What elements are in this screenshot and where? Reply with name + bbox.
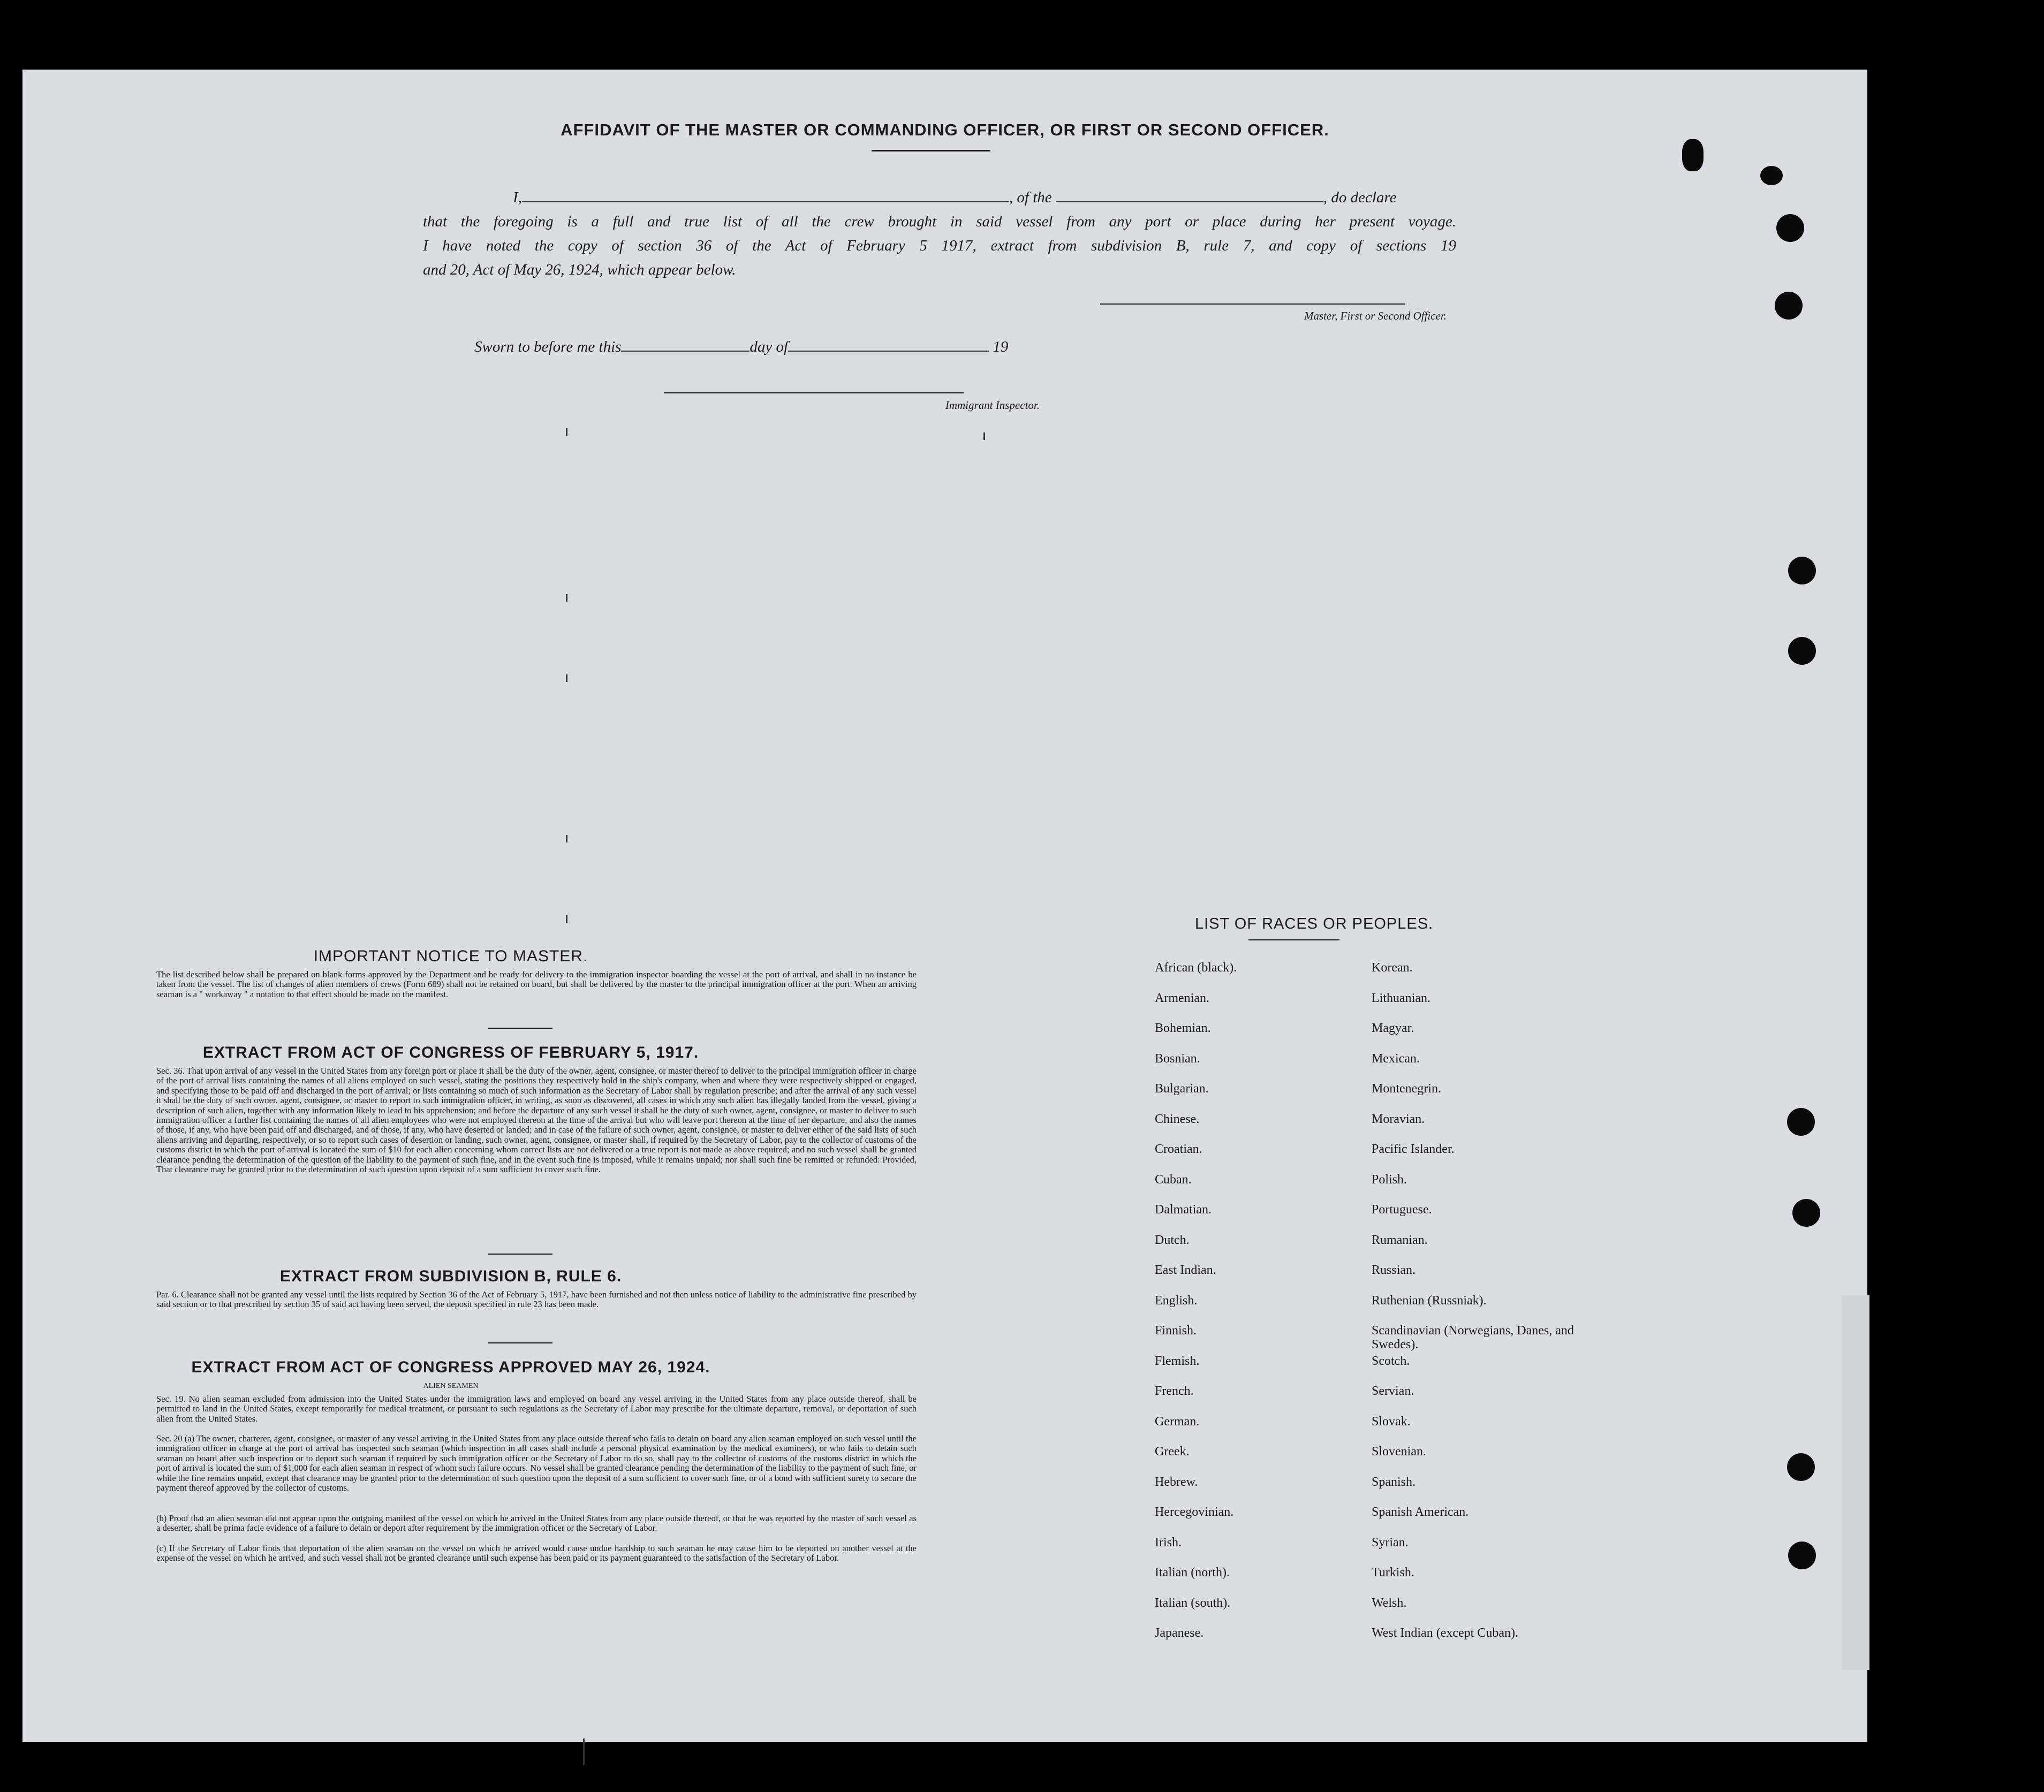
extract-1917-title: EXTRACT FROM ACT OF CONGRESS OF FEBRUARY 5, 1917. bbox=[202, 1044, 699, 1061]
affidavit-title: AFFIDAVIT OF THE MASTER OR COMMANDING OFFICER, OR FIRST OR SECOND OFFICER. bbox=[561, 120, 1329, 139]
sworn-day-blank[interactable] bbox=[621, 351, 750, 352]
race-item: French. bbox=[1155, 1384, 1194, 1398]
race-item: Hebrew. bbox=[1155, 1475, 1198, 1489]
ink-blot bbox=[1760, 166, 1783, 185]
race-item: Armenian. bbox=[1155, 991, 1209, 1005]
divider bbox=[488, 1028, 552, 1029]
binder-hole bbox=[1776, 214, 1804, 242]
race-item: Mexican. bbox=[1372, 1051, 1420, 1066]
margin-mark bbox=[566, 594, 567, 602]
race-item: Ruthenian (Russniak). bbox=[1372, 1293, 1487, 1308]
race-item: Cuban. bbox=[1155, 1172, 1192, 1187]
race-item: Pacific Islander. bbox=[1372, 1142, 1455, 1156]
binder-hole bbox=[1787, 1453, 1815, 1481]
margin-mark bbox=[983, 432, 985, 440]
races-right-column bbox=[1372, 961, 1575, 1657]
binder-hole bbox=[1787, 1108, 1815, 1136]
binder-hole bbox=[1788, 1542, 1816, 1569]
bottom-mark bbox=[583, 1738, 585, 1765]
race-item: Chinese. bbox=[1155, 1112, 1200, 1126]
races-title: LIST OF RACES OR PEOPLES. bbox=[1195, 915, 1434, 932]
affidavit-line-2: that the foregoing is a full and true list of all the crew brought in said vessel from any port or place during her present voyage. bbox=[423, 213, 1456, 230]
race-item: Scotch. bbox=[1372, 1354, 1410, 1368]
race-item: East Indian. bbox=[1155, 1263, 1216, 1277]
binder-hole bbox=[1792, 1199, 1820, 1227]
signature-line[interactable] bbox=[1100, 303, 1405, 305]
margin-mark bbox=[566, 835, 567, 842]
race-item: Greek. bbox=[1155, 1445, 1190, 1459]
race-item: Hercegovinian. bbox=[1155, 1505, 1234, 1519]
notice-text: The list described below shall be prepared on blank forms approved by the Department and be ready for delivery to the immigration inspector boarding the vessel at the port of arrival, and shall in no instance be taken from the vessel. The list of changes of alien members of crews (Form 689) shall not be retained on board, but shall be delivered by the master to the principal immigration officer at the port. When an arriving seaman is a " workaway " a notation to that effect should be made on the manifest. bbox=[156, 969, 917, 999]
divider bbox=[488, 1342, 552, 1343]
rule6-title: EXTRACT FROM SUBDIVISION B, RULE 6. bbox=[279, 1267, 622, 1285]
race-item: English. bbox=[1155, 1293, 1198, 1308]
race-item: Spanish. bbox=[1372, 1475, 1416, 1489]
rule6-text: Par. 6. Clearance shall not be granted any vessel until the lists required by Section 36 of the Act of February 5, 1917, have been furnished and not then unless notice of liability to the administrative fine prescribed by said section or to that prescribed by section 35 of said act having been served, the deposit specified in rule 23 has been made. bbox=[156, 1289, 917, 1310]
binder-hole bbox=[1788, 637, 1816, 665]
race-item: Servian. bbox=[1372, 1384, 1414, 1398]
sworn-month-blank[interactable] bbox=[788, 351, 989, 352]
race-item: Bosnian. bbox=[1155, 1051, 1200, 1066]
binder-hole bbox=[1775, 292, 1803, 320]
name-blank[interactable] bbox=[522, 201, 1009, 202]
race-item: Montenegrin. bbox=[1372, 1082, 1441, 1096]
sec19-text: Sec. 19. No alien seaman excluded from admission into the United States under the immigration laws and employed on board any vessel arriving in the United States from any place outside thereof, shall be permitted to land in the United States, except temporarily for medical treatment, or pursuant to such regulations as the Secretary of Labor may prescribe for the ultimate departure, removal, or deportation of such alien from the United States. bbox=[156, 1394, 917, 1424]
race-item: Italian (south). bbox=[1155, 1596, 1231, 1610]
signature-caption: Master, First or Second Officer. bbox=[1304, 309, 1447, 322]
race-item: German. bbox=[1155, 1414, 1200, 1429]
race-item: Croatian. bbox=[1155, 1142, 1202, 1156]
race-item: Rumanian. bbox=[1372, 1233, 1428, 1247]
race-item: Irish. bbox=[1155, 1535, 1182, 1550]
race-item: West Indian (except Cuban). bbox=[1372, 1626, 1518, 1640]
race-item: Polish. bbox=[1372, 1172, 1407, 1187]
race-item: Slovak. bbox=[1372, 1414, 1411, 1429]
race-item: African (black). bbox=[1155, 961, 1237, 975]
race-item: Spanish American. bbox=[1372, 1505, 1469, 1519]
binder-hole bbox=[1788, 557, 1816, 584]
vessel-blank[interactable] bbox=[1056, 201, 1323, 202]
margin-mark bbox=[566, 674, 567, 682]
race-item: Dutch. bbox=[1155, 1233, 1190, 1247]
extract-1917-text: Sec. 36. That upon arrival of any vessel in the United States from any foreign port or place it shall be the duty of the owner, agent, consignee, or master thereof to deliver to the principal immigration officer in charge of the port of arrival lists containing the names of all aliens employed on such vessel, stating the positions they respectively hold in the ship's company, when and where they were respectively shipped or engaged, and specifying those to be paid off and discharged in the port of arrival; or lists containing so much of such information as the Secretary of Labor shall by regulation prescribe; and after the arrival of any such vessel it shall be the duty of such owner, agent, consignee, or master to report to such immigration officer, in writing, as soon as discovered, all cases in which any such alien has illegally landed from the vessel, giving a description of such alien, together with any information likely to lead to his apprehension; and before the departure of any such vessel it shall be the duty of such owner, agent, consignee, or master to deliver to such immigration officer a further list containing the names of all alien employees who were not employed thereon at the time of the arrival but who will leave port thereon at the time of her departure, and also the names of those, if any, who have been paid off and discharged, and of those, if any, who have deserted or landed; and in case of the failure of such owner, agent, consignee, or master to deliver either of the said lists of such aliens arriving and departing, respectively, or so to report such cases of desertion or landing, such owner, agent, consignee, or master shall, if required by the Secretary of Labor, pay to the collector of customs of the customs district in which the port of arrival is located the sum of $10 for each alien concerning whom correct lists are not delivered or a true report is not made as above required; and no such vessel shall be granted clearance pending the determination of the question of the liability to the payment of such fine, and in the event such fine is imposed, while it remains unpaid; nor shall such fine be remitted or refunded: Provided, That clearance may be granted prior to the determination of such question upon deposit of a sum sufficient to cover such fine. bbox=[156, 1066, 917, 1175]
race-item: Italian (north). bbox=[1155, 1566, 1230, 1580]
race-item: Dalmatian. bbox=[1155, 1203, 1212, 1217]
sworn-line: Sworn to before me this day of 19 bbox=[474, 338, 1009, 355]
race-item: Bohemian. bbox=[1155, 1021, 1211, 1035]
race-item: Finnish. bbox=[1155, 1324, 1197, 1338]
race-item: Portuguese. bbox=[1372, 1203, 1432, 1217]
ink-blot bbox=[1682, 139, 1704, 171]
race-item: Turkish. bbox=[1372, 1566, 1414, 1580]
race-item: Korean. bbox=[1372, 961, 1413, 975]
margin-mark bbox=[566, 428, 567, 436]
race-item: Scandinavian (Norwegians, Danes, and Swedes). bbox=[1372, 1324, 1574, 1351]
document-page bbox=[22, 70, 1867, 1742]
margin-mark bbox=[566, 915, 567, 923]
inspector-signature-line[interactable] bbox=[664, 392, 964, 393]
races-left-column bbox=[1155, 961, 1347, 1657]
affidavit-line-3: I have noted the copy of section 36 of the Act of February 5 1917, extract from subdivision B, rule 7, and copy of sections 19 bbox=[423, 237, 1456, 254]
race-item: Syrian. bbox=[1372, 1535, 1409, 1550]
affidavit-line-4: and 20, Act of May 26, 1924, which appear below. bbox=[423, 261, 736, 278]
extract-1924-title: EXTRACT FROM ACT OF CONGRESS APPROVED MAY 26, 1924. bbox=[191, 1358, 710, 1376]
sec20c-text: (c) If the Secretary of Labor finds that deportation of the alien seaman on the vessel on which he arrived would cause undue hardship to such seaman he may cause him to be deported on another vessel at the expense of the vessel on which he arrived, and such vessel shall not be granted clearance until such expense has been paid or its payment guaranteed to the satisfaction of the Secretary of Labor. bbox=[156, 1543, 917, 1563]
race-item: Japanese. bbox=[1155, 1626, 1204, 1640]
alien-seamen-subtitle: ALIEN SEAMEN bbox=[423, 1382, 479, 1390]
race-item: Slovenian. bbox=[1372, 1445, 1426, 1459]
title-underline bbox=[872, 150, 990, 151]
races-title-underline bbox=[1248, 939, 1339, 940]
sec20a-text: Sec. 20 (a) The owner, charterer, agent, consignee, or master of any vessel arriving in the United States from any place outside thereof who fails to detain on board any alien seaman employed on such vessel until the immigration officer in charge at the port of arrival has inspected such seaman (which inspection in all cases shall include a personal physical examination by the medical examiners), or who fails to detain such seaman on board after such inspection or to deport such seaman if required by such immigration officer or the Secretary of Labor to do so, shall pay to the collector of customs of the customs district in which the port of arrival is located the sum of $1,000 for each alien seaman in respect of whom such failure occurs. No vessel shall be granted clearance pending the determination of the liability to the payment of such fine, or while the fine remains unpaid, except that clearance may be granted prior to the determination of such question upon the deposit of a sum sufficient to cover such fine, or of a bond with sufficient surety to secure the payment thereof approved by the collector of customs. bbox=[156, 1433, 917, 1493]
race-item: Moravian. bbox=[1372, 1112, 1425, 1126]
race-item: Bulgarian. bbox=[1155, 1082, 1209, 1096]
notice-title: IMPORTANT NOTICE TO MASTER. bbox=[313, 947, 588, 965]
race-item: Russian. bbox=[1372, 1263, 1416, 1277]
inspector-caption: Immigrant Inspector. bbox=[945, 399, 1040, 412]
race-item: Magyar. bbox=[1372, 1021, 1414, 1035]
race-item: Lithuanian. bbox=[1372, 991, 1430, 1005]
affidavit-line-1: I, , of the , do declare bbox=[513, 189, 1397, 206]
race-item: Flemish. bbox=[1155, 1354, 1200, 1368]
race-item: Welsh. bbox=[1372, 1596, 1407, 1610]
divider bbox=[488, 1254, 552, 1255]
page-edge-strip bbox=[1842, 1295, 1869, 1670]
sec20b-text: (b) Proof that an alien seaman did not appear upon the outgoing manifest of the vessel on which he arrived in the United States from any place outside thereof, or that he was reported by the master of such vessel as a deserter, shall be prima facie evidence of a failure to detain or deport after requirement by the immigration officer or the Secretary of Labor. bbox=[156, 1513, 917, 1533]
